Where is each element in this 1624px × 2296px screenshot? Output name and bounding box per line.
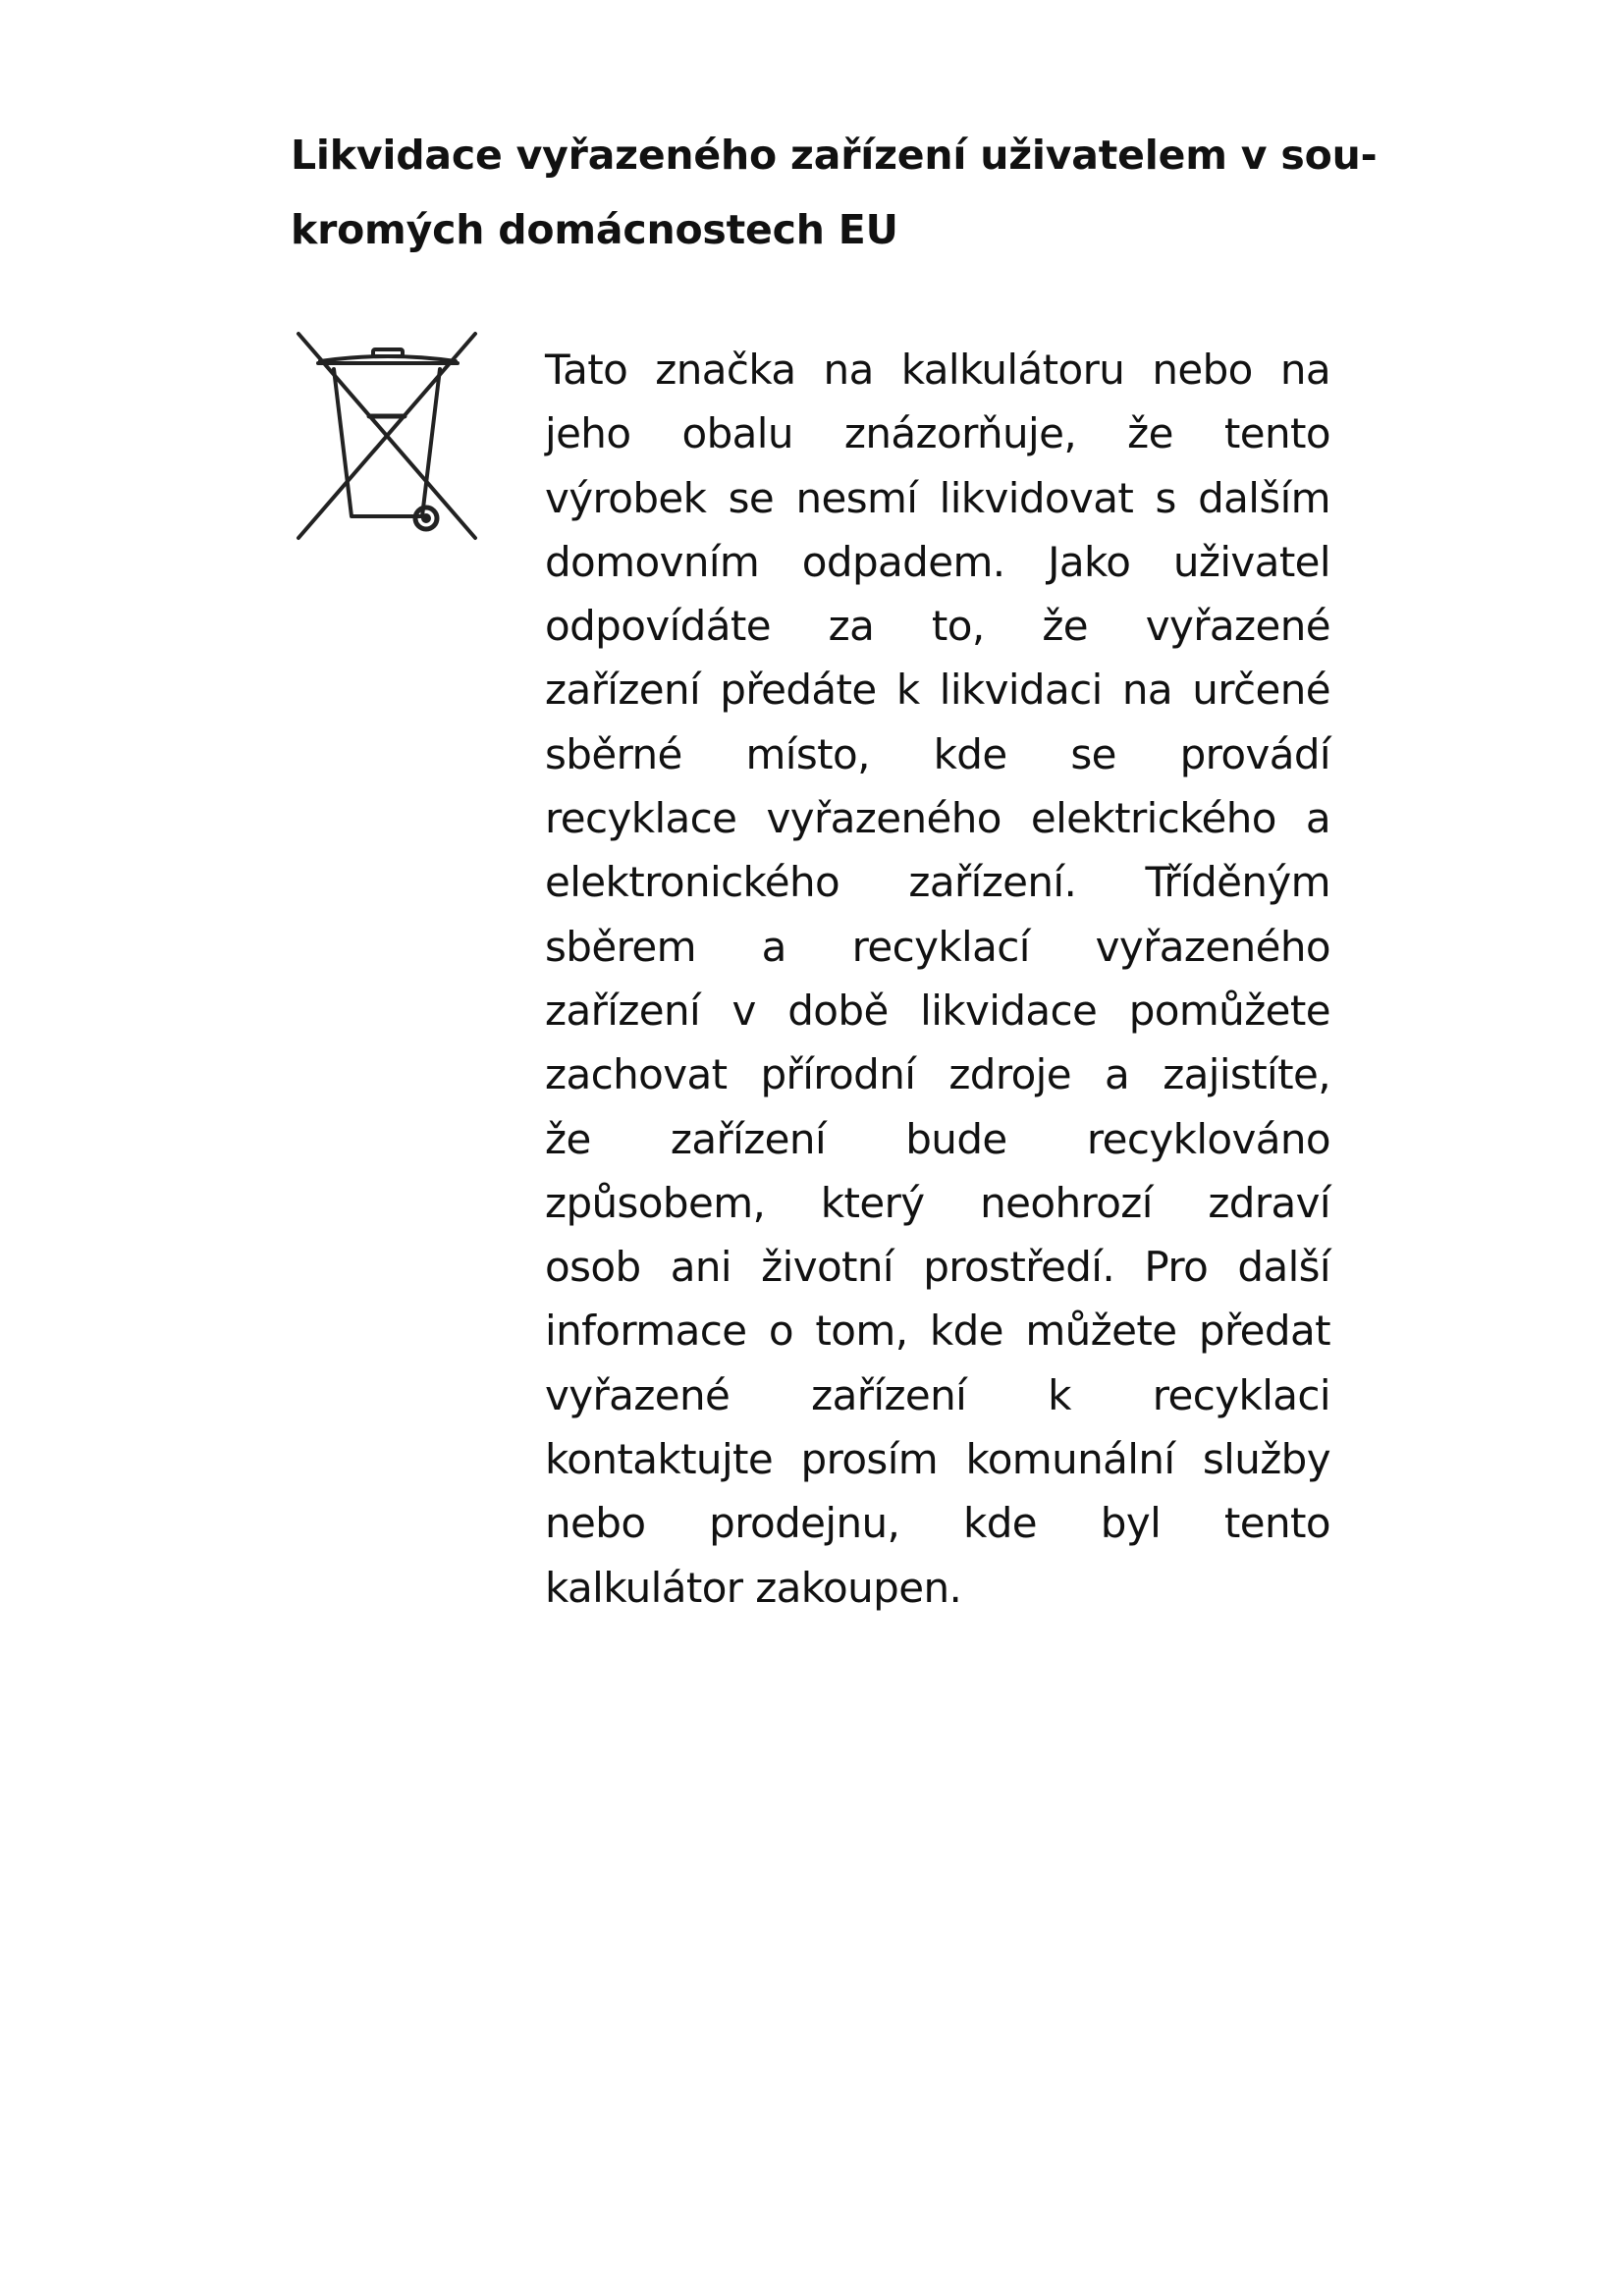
paragraph-line: jeho obalu znázorňuje, že tento bbox=[545, 409, 1330, 458]
paragraph-line: odpovídáte za to, že vyřazené bbox=[545, 602, 1330, 651]
paragraph-line: způsobem, který neohrozí zdraví bbox=[545, 1178, 1330, 1227]
paragraph-line: že zařízení bude recyklováno bbox=[545, 1114, 1330, 1163]
title-line-2: kromých domácnostech EU bbox=[291, 206, 898, 253]
disposal-paragraph bbox=[545, 338, 1330, 1620]
paragraph-line: kontaktujte prosím komunální služby bbox=[545, 1435, 1330, 1484]
paragraph-line: zachovat přírodní zdroje a zajistíte, bbox=[545, 1050, 1330, 1099]
paragraph-line: zařízení předáte k likvidaci na určené bbox=[545, 666, 1330, 715]
paragraph-line: zařízení v době likvidace pomůžete bbox=[545, 986, 1330, 1035]
paragraph-line: sběrné místo, kde se provádí bbox=[545, 729, 1330, 778]
paragraph-line: osob ani životní prostředí. Pro další bbox=[545, 1243, 1330, 1292]
paragraph-line: kalkulátor zakoupen. bbox=[545, 1563, 962, 1612]
paragraph-line: nebo prodejnu, kde byl tento bbox=[545, 1499, 1330, 1548]
paragraph-line: domovním odpadem. Jako uživatel bbox=[545, 537, 1330, 586]
title-line-1: Likvidace vyřazeného zařízení uživatelem v sou- bbox=[291, 132, 1378, 179]
paragraph-line: výrobek se nesmí likvidovat s dalším bbox=[545, 473, 1330, 522]
paragraph-line: sběrem a recyklací vyřazeného bbox=[545, 922, 1330, 971]
paragraph-line: Tato značka na kalkulátoru nebo na bbox=[545, 346, 1330, 394]
document-title bbox=[291, 118, 1378, 267]
crossed-out-wheeled-bin-icon bbox=[291, 330, 483, 546]
paragraph-line: vyřazené zařízení k recyklaci bbox=[545, 1370, 1330, 1419]
paragraph-line: recyklace vyřazeného elektrického a bbox=[545, 794, 1330, 843]
paragraph-line: informace o tom, kde můžete předat bbox=[545, 1307, 1330, 1356]
paragraph-line: elektronického zařízení. Tříděným bbox=[545, 858, 1330, 907]
